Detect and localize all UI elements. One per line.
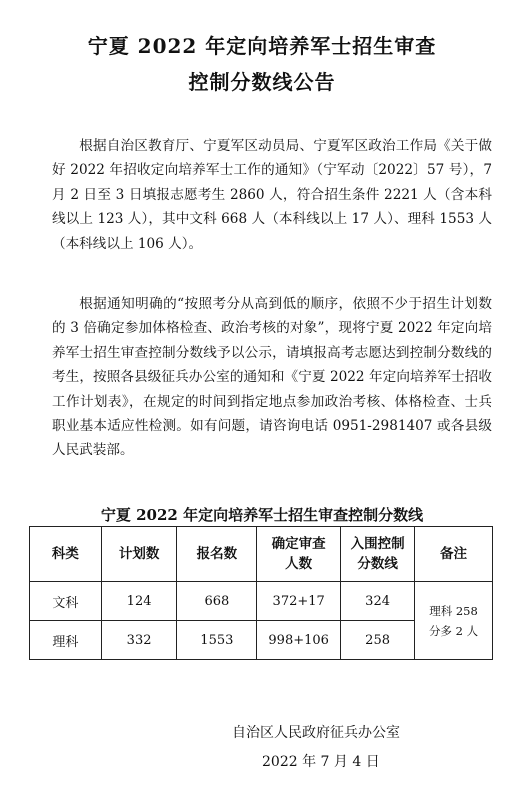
cell-reviewed: 372+17 xyxy=(257,582,341,621)
cell-applicants: 1553 xyxy=(177,621,257,660)
header-plan: 计划数 xyxy=(101,527,177,582)
signature-date: 2022 年 7 月 4 日 xyxy=(262,754,380,770)
table-title: 宁夏 2022 年定向培养军士招生审查控制分数线 xyxy=(100,506,424,524)
cell-applicants: 668 xyxy=(177,582,257,621)
header-cutoff: 入围控制分数线 xyxy=(341,527,415,582)
table-header-row xyxy=(30,527,493,582)
cell-subject: 文科 xyxy=(30,582,102,621)
header-applicants: 报名数 xyxy=(177,527,257,582)
header-subject: 科类 xyxy=(30,527,102,582)
document-title-line2: 控制分数线公告 xyxy=(188,70,336,94)
cell-plan: 124 xyxy=(101,582,177,621)
document-title-line1: 宁夏 2022 年定向培养军士招生审查 xyxy=(87,34,437,58)
score-table xyxy=(29,526,493,660)
header-reviewed: 确定审查人数 xyxy=(257,527,341,582)
cell-reviewed: 998+106 xyxy=(257,621,341,660)
header-note: 备注 xyxy=(415,527,493,582)
paragraph-1: 根据自治区教育厅、宁夏军区动员局、宁夏军区政治工作局《关于做好 2022 年招收定向培养军士工作的通知》（宁军动〔2022〕57 号），7 月 2 日至 3 日填报志愿考生 2860 人，符合招生条件 2221 人（含本科线以上 123 人），其中文科 668 人（本科线以上 17 人）、理科 1553 人（本科线以上 106 人）。 xyxy=(52,138,492,252)
paragraph-2: 根据通知明确的“按照考分从高到低的顺序，依照不少于招生计划数的 3 倍确定参加体格检查、政治考核的对象”，现将宁夏 2022 年定向培养军士招生审查控制分数线予以公示，请填报高考志愿达到控制分数线的考生，按照各县级征兵办公室的通知和《宁夏 2022 年定向培养军士招收工作计划表》，在规定的时间到指定地点参加政治考核、体格检查、士兵职业基本适应性检测。如有问题，请咨询电话 0951-2981407 或各县级人民武装部。 xyxy=(52,296,492,459)
cell-cutoff: 324 xyxy=(341,582,415,621)
table-row xyxy=(30,582,493,621)
cell-plan: 332 xyxy=(101,621,177,660)
cell-cutoff: 258 xyxy=(341,621,415,660)
cell-note: 理科 258 分多 2 人 xyxy=(415,582,493,660)
cell-subject: 理科 xyxy=(30,621,102,660)
signature-org: 自治区人民政府征兵办公室 xyxy=(232,725,400,741)
